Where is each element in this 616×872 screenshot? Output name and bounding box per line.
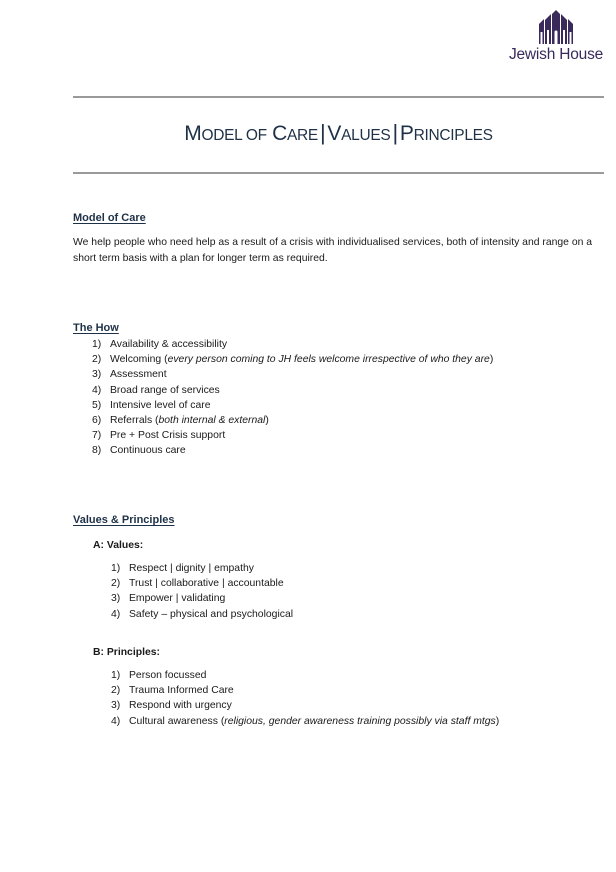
- list-item-text: Person focussed: [129, 670, 207, 681]
- list-number: 3): [92, 369, 102, 381]
- principle-item: [111, 668, 499, 683]
- values-subheading: A: Values:: [93, 540, 144, 551]
- list-number: 3): [111, 700, 121, 712]
- list-number: 1): [92, 339, 102, 350]
- how-item: [92, 352, 493, 367]
- list-number: 4): [111, 608, 121, 620]
- value-item: [111, 561, 293, 576]
- model-of-care-text: We help people who need help as a result of a crisis with individualised services, both of intensity and range on a short term basis with a plan for longer term as required.: [73, 237, 593, 264]
- title-word-rest: ODEL OF: [201, 127, 267, 144]
- list-number: 2): [111, 685, 121, 697]
- title-word-initial: V: [327, 122, 342, 145]
- list-item-italic-note: religious, gender awareness training possibly via staff mtgs: [224, 715, 496, 727]
- title-separator: |: [392, 120, 398, 145]
- list-item-text: Trauma Informed Care: [129, 685, 234, 697]
- principle-item: [111, 698, 499, 713]
- how-item: [92, 383, 493, 398]
- list-item-text: Respect | dignity | empathy: [129, 563, 254, 574]
- list-item-text: Welcoming (: [110, 354, 168, 366]
- principle-item: [111, 683, 499, 698]
- list-number: 8): [92, 445, 102, 457]
- how-item: [92, 443, 493, 458]
- list-item-closing: ): [265, 414, 269, 426]
- list-item-text: Availability & accessibility: [110, 339, 228, 350]
- list-number: 2): [92, 354, 102, 366]
- list-item-text: Continuous care: [110, 445, 186, 457]
- list-item-text: Safety – physical and psychological: [129, 608, 294, 620]
- list-item-italic-note: every person coming to JH feels welcome irrespective of who they are: [167, 354, 490, 366]
- list-item-text: Intensive level of care: [110, 399, 211, 411]
- list-item-text: Empower | validating: [129, 593, 226, 605]
- page-title: [73, 120, 604, 146]
- title-word-initial: P: [399, 122, 414, 145]
- values-principles-heading: Values & Principles: [73, 514, 175, 526]
- value-item: [111, 607, 293, 622]
- title-word-rest: ARE: [286, 127, 318, 144]
- how-item: [92, 367, 493, 382]
- list-number: 1): [111, 670, 121, 681]
- principles-list: [111, 668, 499, 729]
- the-how-heading: The How: [73, 322, 119, 334]
- title-word-rest: RINCIPLES: [413, 127, 493, 144]
- logo-text: Jewish House: [508, 46, 604, 63]
- list-number: 4): [92, 384, 102, 396]
- list-number: 6): [92, 414, 102, 426]
- list-number: 2): [111, 578, 121, 590]
- list-item-closing: ): [495, 715, 500, 727]
- list-number: 5): [92, 399, 102, 411]
- title-word-initial: M: [184, 122, 202, 145]
- list-item-text: Trust | collaborative | accountable: [129, 578, 284, 590]
- jewish-house-logo: [506, 10, 606, 64]
- title-separator: |: [319, 120, 326, 145]
- value-item: [111, 576, 293, 591]
- model-of-care-heading: Model of Care: [73, 212, 146, 224]
- list-item-text: Broad range of services: [110, 384, 220, 396]
- list-item-text: Referrals (: [110, 414, 159, 426]
- list-item-text: Assessment: [110, 369, 167, 381]
- how-item: [92, 398, 493, 413]
- list-item-italic-note: both internal & external: [158, 414, 266, 426]
- list-number: 1): [111, 563, 121, 574]
- list-item-text: Respond with urgency: [129, 700, 232, 712]
- how-item: [92, 413, 493, 428]
- list-item-closing: ): [489, 354, 494, 366]
- principle-item: [111, 714, 499, 729]
- list-item-text: Pre + Post Crisis support: [110, 430, 226, 442]
- title-word-rest: ALUES: [341, 127, 391, 144]
- list-number: 7): [92, 430, 102, 442]
- title-word-initial: C: [272, 122, 287, 145]
- values-list: [111, 561, 293, 622]
- house-logo-icon: [535, 10, 577, 44]
- list-item-text: Cultural awareness (: [129, 715, 225, 727]
- list-number: 3): [111, 593, 121, 605]
- how-item: [92, 428, 493, 443]
- title-divider: [73, 172, 604, 174]
- principles-subheading: B: Principles:: [93, 647, 160, 658]
- the-how-list: [92, 337, 493, 459]
- list-number: 4): [111, 715, 121, 727]
- how-item: [92, 337, 493, 352]
- top-divider: [73, 96, 604, 98]
- value-item: [111, 591, 293, 606]
